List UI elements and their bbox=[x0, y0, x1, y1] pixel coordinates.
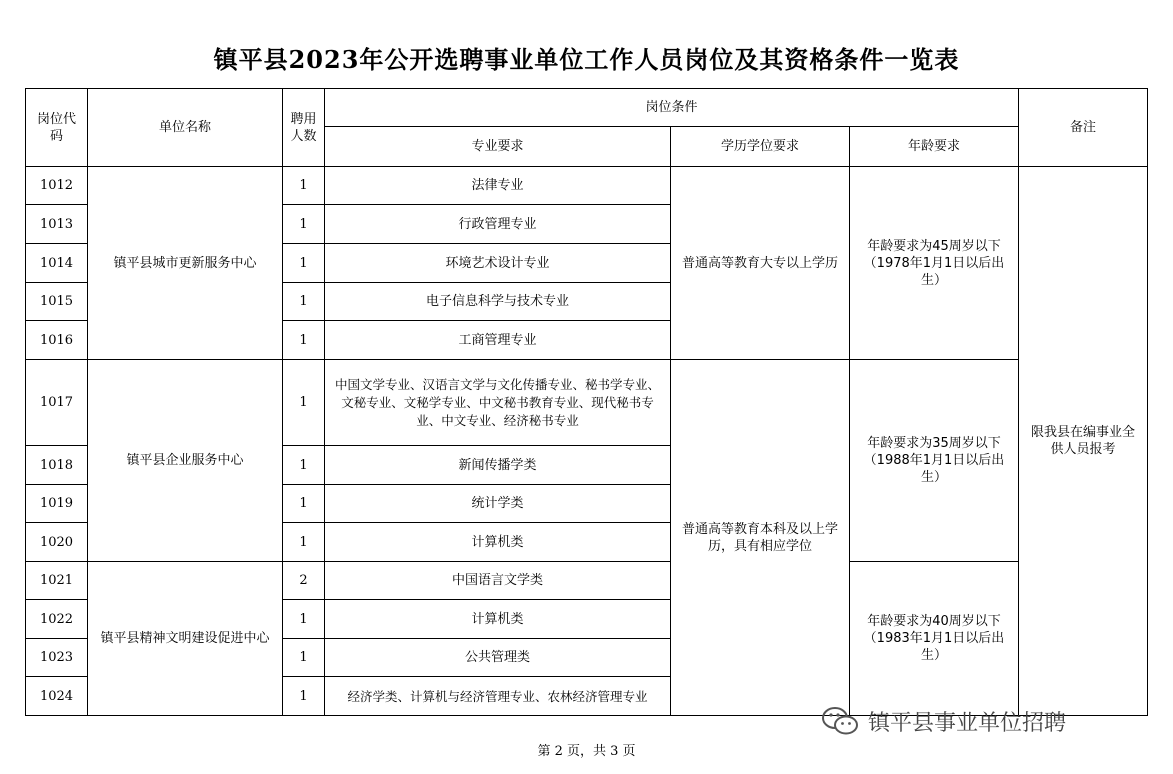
hire-count: 1 bbox=[283, 167, 325, 205]
major-requirement: 计算机类 bbox=[325, 523, 671, 562]
hire-count: 1 bbox=[283, 639, 325, 677]
position-code: 1022 bbox=[26, 600, 88, 639]
position-code: 1014 bbox=[26, 244, 88, 283]
position-code: 1018 bbox=[26, 446, 88, 485]
unit-name: 镇平县城市更新服务中心 bbox=[88, 167, 283, 360]
unit-name: 镇平县企业服务中心 bbox=[88, 360, 283, 562]
position-code: 1017 bbox=[26, 360, 88, 446]
major-requirement: 中国文学专业、汉语言文学与文化传播专业、秘书学专业、文秘专业、文秘学专业、中文秘书教育专业、现代秘书专业、中文专业、经济秘书专业 bbox=[325, 360, 671, 446]
major-requirement: 经济学类、计算机与经济管理专业、农林经济管理专业 bbox=[325, 677, 671, 716]
header-conditions: 岗位条件 bbox=[325, 89, 1019, 127]
major-requirement: 行政管理专业 bbox=[325, 205, 671, 244]
position-code: 1023 bbox=[26, 639, 88, 677]
major-requirement: 计算机类 bbox=[325, 600, 671, 639]
hire-count: 1 bbox=[283, 600, 325, 639]
major-requirement: 统计学类 bbox=[325, 485, 671, 523]
page-footer: 第 2 页，共 3 页 bbox=[537, 744, 636, 759]
wechat-icon bbox=[820, 705, 860, 737]
hire-count: 1 bbox=[283, 677, 325, 716]
unit-name: 镇平县精神文明建设促进中心 bbox=[88, 562, 283, 716]
position-code: 1015 bbox=[26, 283, 88, 321]
position-code: 1013 bbox=[26, 205, 88, 244]
hire-count: 1 bbox=[283, 283, 325, 321]
hire-count: 1 bbox=[283, 360, 325, 446]
table-row bbox=[26, 360, 1148, 446]
hire-count: 1 bbox=[283, 446, 325, 485]
header-row-1 bbox=[26, 89, 1148, 127]
major-requirement: 新闻传播学类 bbox=[325, 446, 671, 485]
hire-count: 1 bbox=[283, 321, 325, 360]
major-requirement: 环境艺术设计专业 bbox=[325, 244, 671, 283]
header-major: 专业要求 bbox=[325, 127, 671, 167]
position-code: 1024 bbox=[26, 677, 88, 716]
hire-count: 1 bbox=[283, 523, 325, 562]
age-requirement: 年龄要求为35周岁以下（1988年1月1日以后出生） bbox=[850, 360, 1019, 562]
header-age: 年龄要求 bbox=[850, 127, 1019, 167]
header-unit: 单位名称 bbox=[88, 89, 283, 167]
major-requirement: 法律专业 bbox=[325, 167, 671, 205]
position-code: 1020 bbox=[26, 523, 88, 562]
major-requirement: 工商管理专业 bbox=[325, 321, 671, 360]
watermark bbox=[820, 703, 1066, 739]
age-requirement: 年龄要求为45周岁以下（1978年1月1日以后出生） bbox=[850, 167, 1019, 360]
position-code: 1016 bbox=[26, 321, 88, 360]
table-row bbox=[26, 167, 1148, 205]
major-requirement: 中国语言文学类 bbox=[325, 562, 671, 600]
header-code: 岗位代码 bbox=[26, 89, 88, 167]
education-requirement: 普通高等教育大专以上学历 bbox=[671, 167, 850, 360]
age-requirement: 年龄要求为40周岁以下（1983年1月1日以后出生） bbox=[850, 562, 1019, 716]
position-code: 1012 bbox=[26, 167, 88, 205]
document-title: 镇平县2023年公开选聘事业单位工作人员岗位及其资格条件一览表 bbox=[213, 45, 960, 74]
position-code: 1021 bbox=[26, 562, 88, 600]
major-requirement: 电子信息科学与技术专业 bbox=[325, 283, 671, 321]
watermark-text: 镇平县事业单位招聘 bbox=[868, 710, 1067, 736]
remark: 限我县在编事业全供人员报考 bbox=[1019, 167, 1148, 716]
header-remark: 备注 bbox=[1019, 89, 1148, 167]
positions-table bbox=[25, 88, 1148, 716]
position-code: 1019 bbox=[26, 485, 88, 523]
header-count: 聘用人数 bbox=[283, 89, 325, 167]
hire-count: 1 bbox=[283, 205, 325, 244]
header-education: 学历学位要求 bbox=[671, 127, 850, 167]
hire-count: 1 bbox=[283, 485, 325, 523]
table-row bbox=[26, 562, 1148, 600]
major-requirement: 公共管理类 bbox=[325, 639, 671, 677]
education-requirement: 普通高等教育本科及以上学历，具有相应学位 bbox=[671, 360, 850, 716]
hire-count: 1 bbox=[283, 244, 325, 283]
hire-count: 2 bbox=[283, 562, 325, 600]
